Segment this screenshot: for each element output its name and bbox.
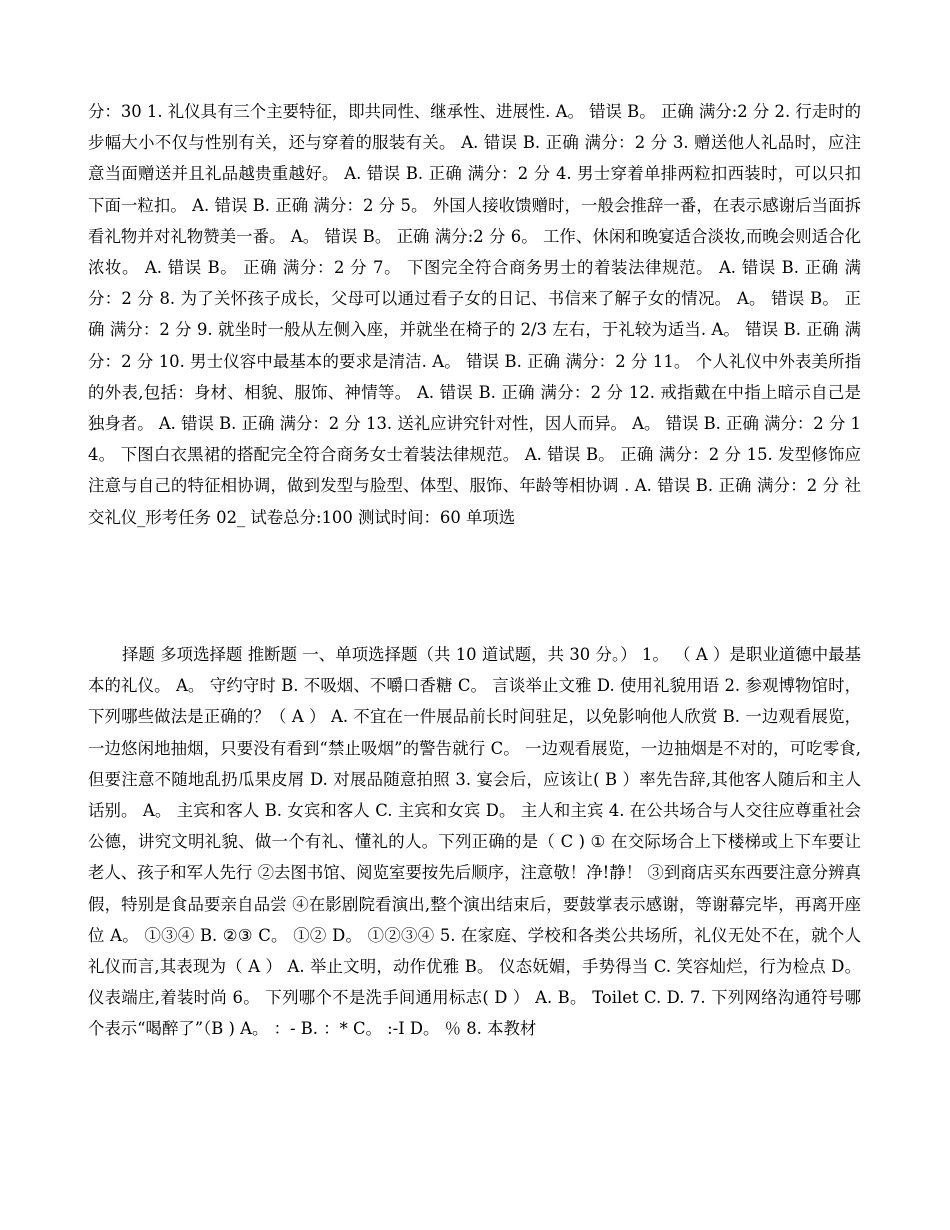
paragraph-true-false-questions: 分：30 1. 礼仪具有三个主要特征，即共同性、继承性、进展性. A。 错误 B。 正确 满分:2 分 2. 行走时的步幅大小不仅与性别有关，还与穿着的服装有关。 A. 错误 B. 正确 满分：2 分 3. 赠送他人礼品时，应注意当面赠送并且礼品越贵重越好。 A. 错误 B. 正确 满分：2 分 4. 男士穿着单排两粒扣西装时，可以只扣下面一粒扣。 A. 错误 B. 正确 满分：2 分 5。 外国人接收馈赠时，一般会推辞一番，在表示感谢后当面拆看礼物并对礼物赞美一番。 A。 错误 B。 正确 满分:2 分 6。 工作、休闲和晚宴适合淡妆,而晚会则适合化浓妆。 A. 错误 B。 正确 满分：2 分 7。 下图完全符合商务男士的着装法律规范。 A. 错误 B. 正确 满分：2 分 8. 为了关怀孩子成长，父母可以通过看子女的日记、书信来了解子女的情况。 A。 错误 B。 正确 满分：2 分 9. 就坐时一般从左侧入座，并就坐在椅子的 2/3 左右，于礼较为适当. A。 错误 B. 正确 满分：2 分 10. 男士仪容中最基本的要求是清洁. A。 错误 B. 正确 满分：2 分 11。 个人礼仪中外表美所指的外表,包括：身材、相貌、服饰、神情等。 A. 错误 B. 正确 满分：2 分 12. 戒指戴在中指上暗示自己是独身者。 A. 错误 B. 正确 满分：2 分 13. 送礼应讲究针对性，因人而异。 A。 错误 B. 正确 满分：2 分 14。 下图白衣黑裙的搭配完全符合商务女士着装法律规范。 A. 错误 B。 正确 满分：2 分 15. 发型修饰应注意与自己的特征相协调，做到发型与脸型、体型、服饰、年龄等相协调 . A. 错误 B. 正确 满分：2 分 社交礼仪_形考任务 02_ 试卷总分:100 测试时间：60 单项选 xyxy=(88,102,862,527)
paragraph-single-choice-questions: 择题 多项选择题 推断题 一、单项选择题（共 10 道试题，共 30 分。） 1。 （ A ）是职业道德中最基本的礼仪。 A。 守约守时 B. 不吸烟、不嚼口香糖 C。 言谈举止文雅 D. 使用礼貌用语 2. 参观博物馆时，下列哪些做法是正确的？（ A ） A. 不宜在一件展品前长时间驻足，以免影响他人欣赏 B. 一边观看展览，一边悠闲地抽烟，只要没有看到“禁止吸烟”的警告就行 C。 一边观看展览，一边抽烟是不对的，可吃零食,但要注意不随地乱扔瓜果皮屑 D. 对展品随意拍照 3. 宴会后，应该让( B ）率先告辞,其他客人随后和主人话别。 A。 主宾和客人 B. 女宾和客人 C. 主宾和女宾 D。 主人和主宾 4. 在公共场合与人交往应尊重社会公德，讲究文明礼貌、做一个有礼、懂礼的人。下列正确的是（ C ) ① 在交际场合上下楼梯或上下车要让老人、孩子和军人先行 ②去图书馆、阅览室要按先后顺序，注意敬！净!静！ ③到商店买东西要注意分辨真假，特别是食品要亲自品尝 ④在影剧院看演出,整个演出结束后，要鼓掌表示感谢，等谢幕完毕，再离开座位 A。 ①③④ B. ②③ C。 ①② D。 ①②③④ 5. 在家庭、学校和各类公共场所，礼仪无处不在，就个人礼仪而言,其表现为（ A ） A. 举止文明，动作优雅 B。 仪态妩媚，手势得当 C. 笑容灿烂，行为检点 D。 仪表端庄,着装时尚 6。 下列哪个不是洗手间通用标志( D ） A. B。 Toilet C. D. 7. 下列网络沟通符号哪个表示“喝醉了”（B ) A。 ：- B. ：* C。 :-I D。 ％ 8. 本教材 xyxy=(88,645,861,1039)
